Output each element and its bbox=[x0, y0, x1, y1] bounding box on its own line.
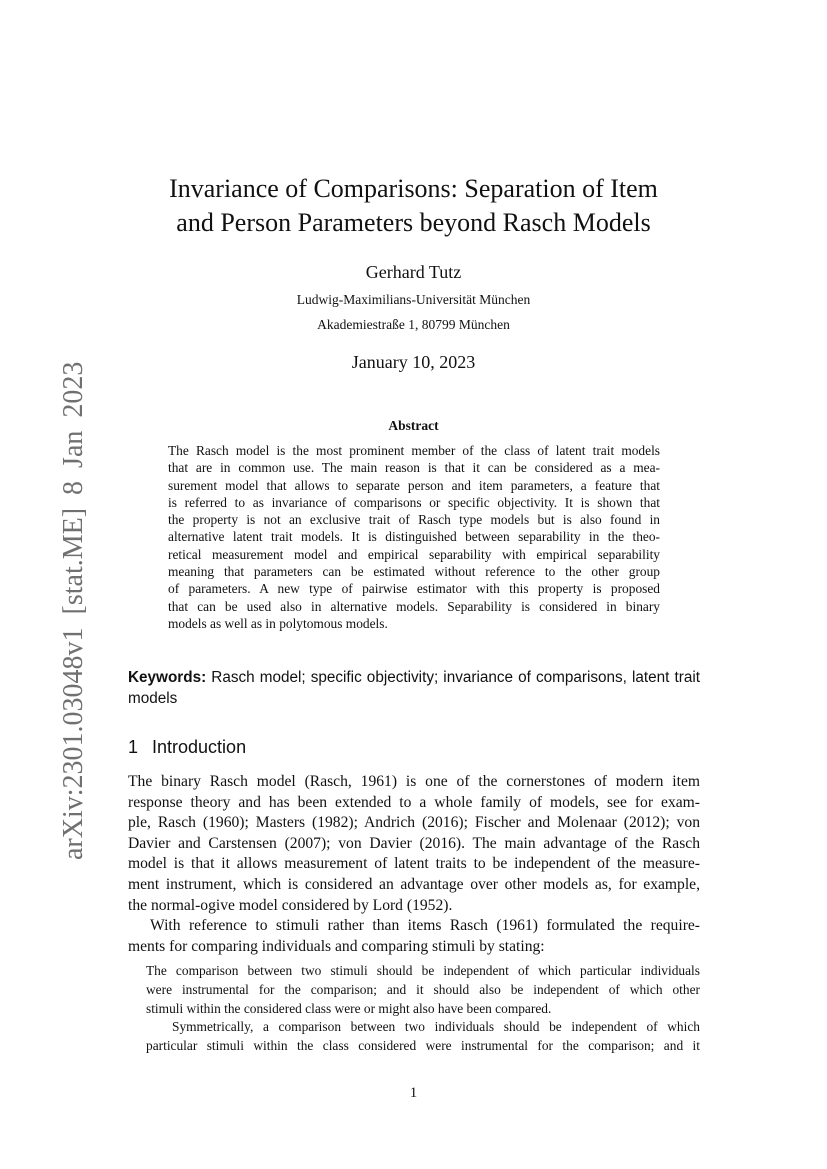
quote-line: The comparison between two stimuli should be independent of which particular individuals bbox=[146, 963, 700, 978]
keywords-label: Keywords: bbox=[128, 669, 207, 686]
title-line-1: Invariance of Comparisons: Separation of Item bbox=[169, 174, 658, 203]
abstract-line: is referred to as invariance of comparisons or specific objectivity. It is shown that bbox=[168, 494, 660, 510]
quote-line: particular stimuli within the class considered were instrumental for the comparison; and it bbox=[146, 1038, 700, 1054]
body-line: Davier and Carstensen (2007); von Davier (2016). The main advantage of the Rasch bbox=[128, 834, 700, 852]
publication-date: January 10, 2023 bbox=[351, 352, 476, 372]
introduction-body bbox=[128, 772, 700, 957]
abstract-line: that can be used also in alternative models. Separability is considered in binary bbox=[168, 598, 660, 614]
section-heading-introduction bbox=[128, 737, 246, 758]
quote-line: stimuli within the considered class were or might also have been compared. bbox=[146, 1000, 552, 1016]
section-title: Introduction bbox=[152, 737, 247, 757]
affiliation-line-1: Ludwig-Maximilians-Universität München bbox=[296, 292, 531, 307]
page-number: 1 bbox=[409, 1085, 418, 1101]
arxiv-stamp bbox=[22, 361, 89, 860]
body-line: ments for comparing individuals and comparing stimuli by stating: bbox=[128, 937, 545, 955]
body-line: The binary Rasch model (Rasch, 1961) is one of the cornerstones of modern item bbox=[128, 773, 700, 790]
abstract-line: meaning that parameters can be estimated without reference to the other group bbox=[168, 564, 660, 580]
title-line-2: and Person Parameters beyond Rasch Models bbox=[176, 208, 651, 237]
abstract-line: surement model that allows to separate person and item parameters, a feature that bbox=[168, 477, 660, 493]
abstract-line: that are in common use. The main reason is that it can be considered as a mea- bbox=[168, 460, 660, 476]
body-line: model is that it allows measurement of latent traits to be independent of the measure- bbox=[128, 855, 700, 873]
body-line: the normal-ogive model considered by Lord (1952). bbox=[128, 896, 453, 914]
keywords-text: Rasch model; specific objectivity; invariance of comparisons, latent trait bbox=[206, 669, 700, 686]
body-line: ple, Rasch (1960); Masters (1982); Andrich (2016); Fischer and Molenaar (2012); von bbox=[128, 814, 700, 832]
body-line: ment instrument, which is considered an advantage over other models as, for example, bbox=[128, 875, 700, 893]
abstract-heading: Abstract bbox=[388, 418, 439, 433]
quote-line: were instrumental for the comparison; and it should also be independent of which other bbox=[146, 981, 700, 997]
abstract-line: models as well as in polytomous models. bbox=[168, 615, 388, 631]
abstract-line: the property is not an exclusive trait of Rasch type models but is also found in bbox=[168, 512, 660, 528]
author-name: Gerhard Tutz bbox=[365, 262, 462, 282]
keywords-line-2: models bbox=[128, 689, 178, 707]
body-line: response theory and has been extended to a whole family of models, see for exam- bbox=[128, 793, 700, 811]
rasch-quote bbox=[146, 962, 700, 1056]
affiliation-line-2: Akademiestraße 1, 80799 München bbox=[317, 317, 510, 332]
quote-line: Symmetrically, a comparison between two individuals should be independent of which bbox=[172, 1019, 700, 1035]
body-line: With reference to stimuli rather than items Rasch (1961) formulated the require- bbox=[150, 917, 700, 935]
paper-title bbox=[100, 172, 727, 240]
abstract-line: alternative latent trait models. It is distinguished between separability in the theo- bbox=[168, 529, 660, 545]
abstract-line: retical measurement model and empirical separability with empirical separability bbox=[168, 546, 660, 562]
abstract-line: The Rasch model is the most prominent member of the class of latent trait models bbox=[168, 443, 660, 458]
abstract-body bbox=[168, 442, 660, 632]
abstract-line: of parameters. A new type of pairwise estimator with this property is proposed bbox=[168, 581, 660, 597]
keywords-block bbox=[128, 668, 700, 709]
arxiv-identifier: arXiv:2301.03048v1 [stat.ME] 8 Jan 2023 bbox=[58, 361, 89, 860]
section-number: 1 bbox=[128, 737, 139, 757]
keywords-line-1 bbox=[128, 668, 700, 689]
